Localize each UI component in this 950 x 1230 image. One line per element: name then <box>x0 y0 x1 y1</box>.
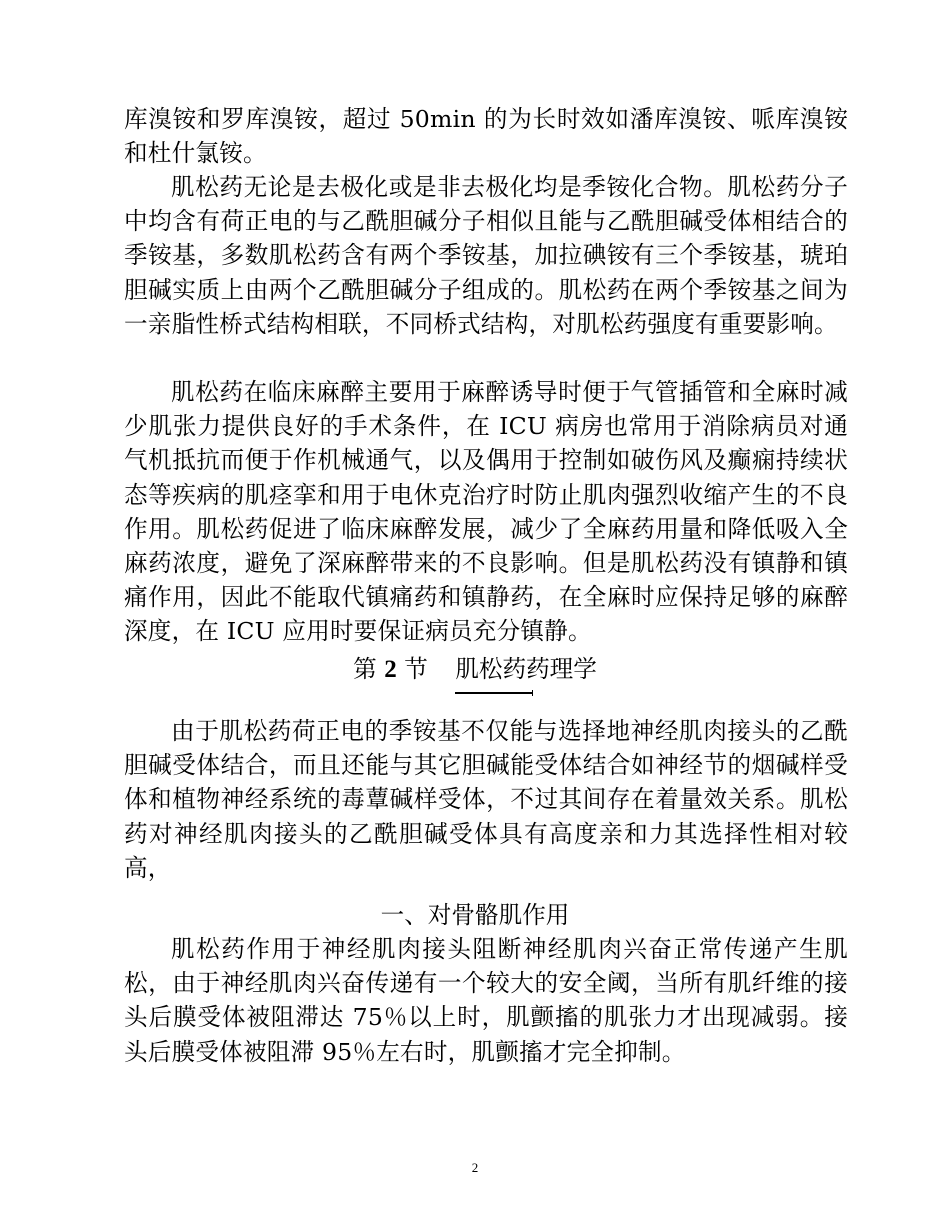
paragraph-clinical-use: 肌松药在临床麻醉主要用于麻醉诱导时便于气管插管和全麻时减少肌张力提供良好的手术条件，在 ICU 病房也常用于消除病员对通气机抵抗而便于作机械通气，以及偶用于控制如破伤风及癫痫持续状态等疾病的肌痉挛和用于电休克治疗时防止肌肉强烈收缩产生的不良作用。肌松药促进了临床麻醉发展，减少了全麻药用量和降低吸入全麻药浓度，避免了深麻醉带来的不良影响。但是肌松药没有镇静和镇痛作用，因此不能取代镇痛药和镇静药，在全麻时应保持足够的麻醉深度，在 ICU 应用时要保证病员充分镇静。 <box>124 378 848 646</box>
paragraph-continuation: 库溴铵和罗库溴铵，超过 50min 的为长时效如潘库溴铵、哌库溴铵和杜什氯铵。 <box>124 105 848 168</box>
title-underline <box>455 692 533 694</box>
title-underline-tick <box>532 690 533 696</box>
paragraph-quaternary-ammonium: 肌松药无论是去极化或是非去极化均是季铵化合物。肌松药分子中均含有荷正电的与乙酰胆碱分子相似且能与乙酰胆碱受体相结合的季铵基，多数肌松药含有两个季铵基，加拉碘铵有三个季铵基，琥珀胆碱实质上由两个乙酰胆碱分子组成的。肌松药在两个季铵基之间为一亲脂性桥式结构相联，不同桥式结构，对肌松药强度有重要影响。 <box>124 173 848 338</box>
sub-heading: 一、对骨骼肌作用 <box>380 901 570 929</box>
paragraph-skeletal-muscle: 肌松药作用于神经肌肉接头阻断神经肌肉兴奋正常传递产生肌松，由于神经肌肉兴奋传递有一个较大的安全阈，当所有肌纤维的接头后膜受体被阻滞达 75％以上时，肌颤搐的肌张力才出现减弱。接头后膜受体被阻滞 95％左右时，肌颤搐才完全抑制。 <box>124 935 848 1066</box>
section-heading <box>0 652 950 687</box>
page-number: 2 <box>471 1160 479 1175</box>
paragraph-receptor-binding: 由于肌松药荷正电的季铵基不仅能与选择地神经肌肉接头的乙酰胆碱受体结合，而且还能与其它胆碱能受体结合如神经节的烟碱样受体和植物神经系统的毒蕈碱样受体，不过其间存在着量效关系。肌松药对神经肌肉接头的乙酰胆碱受体具有高度亲和力其选择性相对较高， <box>124 717 848 882</box>
section-suffix: 节 <box>404 655 428 683</box>
section-prefix: 第 <box>353 655 377 683</box>
section-number: 2 <box>384 656 397 683</box>
section-title: 肌松药药理学 <box>455 655 597 683</box>
section-title-wrapper <box>455 652 597 686</box>
